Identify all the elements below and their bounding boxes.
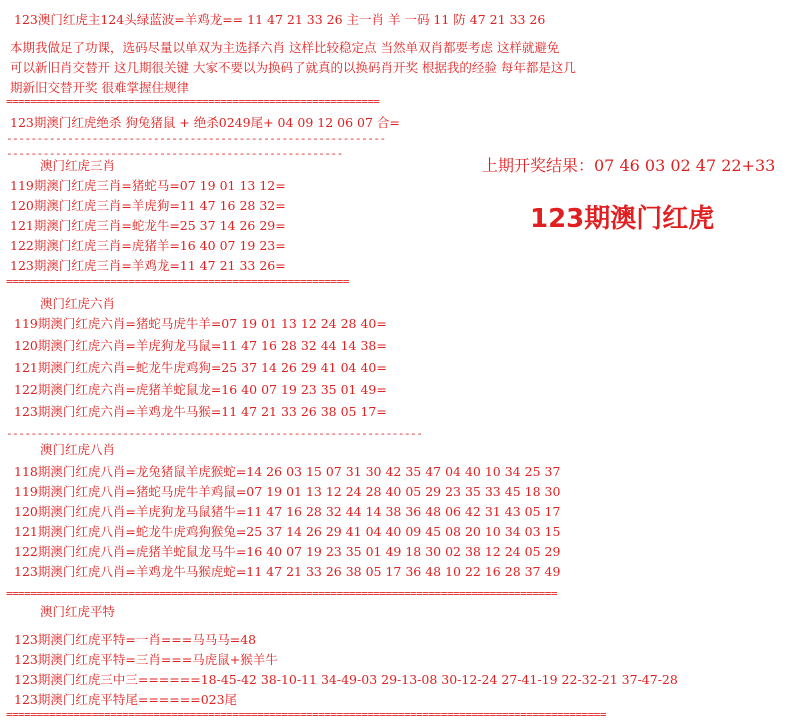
last-result: 上期开奖结果：07 46 03 02 47 22+33 [482, 156, 776, 175]
list-item: 123期澳门红虎平特=一肖===马马马=48 [14, 632, 257, 647]
section-title-six: 澳门红虎六肖 [40, 296, 116, 311]
list-item: 118期澳门红虎八肖=龙兔猪鼠羊虎猴蛇=14 26 03 15 07 31 30 42 35 47 04 40 10 34 25 37 [14, 464, 561, 479]
list-item: 123期澳门红虎平特=三肖===马虎鼠+猴羊牛 [14, 652, 278, 667]
separator: -------------------------------------------------------------------- [6, 428, 423, 440]
separator: ============================================================= [6, 96, 380, 108]
list-item: 121期澳门红虎六肖=蛇龙牛虎鸡狗=25 37 14 26 29 41 04 40= [14, 360, 387, 375]
list-item: 123期澳门红虎三中三======18-45-42 38-10-11 34-49-03 29-13-08 30-12-24 27-41-19 22-32-21 37-47-28 [14, 672, 678, 687]
section-title-special: 澳门红虎平特 [40, 604, 116, 619]
list-item: 119期澳门红虎八肖=猪蛇马虎牛羊鸡鼠=07 19 01 13 12 24 28 40 05 29 23 35 33 45 18 30 [14, 484, 561, 499]
section-title-three: 澳门红虎三肖 [40, 158, 116, 173]
big-title: 123期澳门红虎 [530, 204, 715, 234]
list-item: 123期澳门红虎平特尾======023尾 [14, 692, 238, 707]
list-item: 121期澳门红虎八肖=蛇龙牛虎鸡狗猴兔=25 37 14 26 29 41 04 40 09 45 08 20 10 34 03 15 [14, 524, 561, 539]
list-item: 123期澳门红虎六肖=羊鸡龙牛马猴=11 47 21 33 26 38 05 17= [14, 404, 387, 419]
header-main-line: 123澳门红虎主124头绿蓝波=羊鸡龙== 11 47 21 33 26 主一肖 羊 一码 11 防 47 21 33 26 [14, 12, 546, 27]
list-item: 122期澳门红虎三肖=虎猪羊=16 40 07 19 23= [10, 238, 286, 253]
list-item: 120期澳门红虎八肖=羊虎狗龙马鼠猪牛=11 47 16 28 32 44 14 38 36 48 06 42 31 43 05 17 [14, 504, 561, 519]
list-item: 120期澳门红虎三肖=羊虎狗=11 47 16 28 32= [10, 198, 286, 213]
list-item: 122期澳门红虎六肖=虎猪羊蛇鼠龙=16 40 07 19 23 35 01 49= [14, 382, 387, 397]
intro-line-3: 期新旧交替开奖 很难掌握住规律 [10, 80, 189, 95]
section-title-eight: 澳门红虎八肖 [40, 442, 116, 457]
list-item: 120期澳门红虎六肖=羊虎狗龙马鼠=11 47 16 28 32 44 14 38= [14, 338, 387, 353]
separator: -------------------------------------------------------------- [6, 133, 386, 145]
separator: ------------------------------------------------------- [6, 148, 343, 160]
separator: ======================================================== [6, 276, 349, 288]
list-item: 122期澳门红虎八肖=虎猪羊蛇鼠龙马牛=16 40 07 19 23 35 01 49 18 30 02 38 12 24 05 29 [14, 544, 561, 559]
intro-line-1: 本期我做足了功课，选码尽量以单双为主选择六肖 这样比较稳定点 当然单双肖都要考虑 这样就避免 [10, 40, 560, 55]
list-item: 123期澳门红虎三肖=羊鸡龙=11 47 21 33 26= [10, 258, 286, 273]
list-item: 119期澳门红虎六肖=猪蛇马虎牛羊=07 19 01 13 12 24 28 40= [14, 316, 387, 331]
list-item: 121期澳门红虎三肖=蛇龙牛=25 37 14 26 29= [10, 218, 286, 233]
intro-line-2: 可以新旧肖交替开 这几期很关键 大家不要以为换码了就真的以换码肖开奖 根据我的经验 每年都是这几 [10, 60, 576, 75]
list-item: 123期澳门红虎八肖=羊鸡龙牛马猴虎蛇=11 47 21 33 26 38 05 17 36 48 10 22 16 28 37 49 [14, 564, 561, 579]
list-item: 119期澳门红虎三肖=猪蛇马=07 19 01 13 12= [10, 178, 286, 193]
kill-line: 123期澳门红虎绝杀 狗兔猪鼠 + 绝杀0249尾+ 04 09 12 06 07 合= [10, 115, 400, 130]
separator: ========================================================================================== [6, 588, 558, 600]
separator: ================================================================================================== [6, 709, 607, 721]
